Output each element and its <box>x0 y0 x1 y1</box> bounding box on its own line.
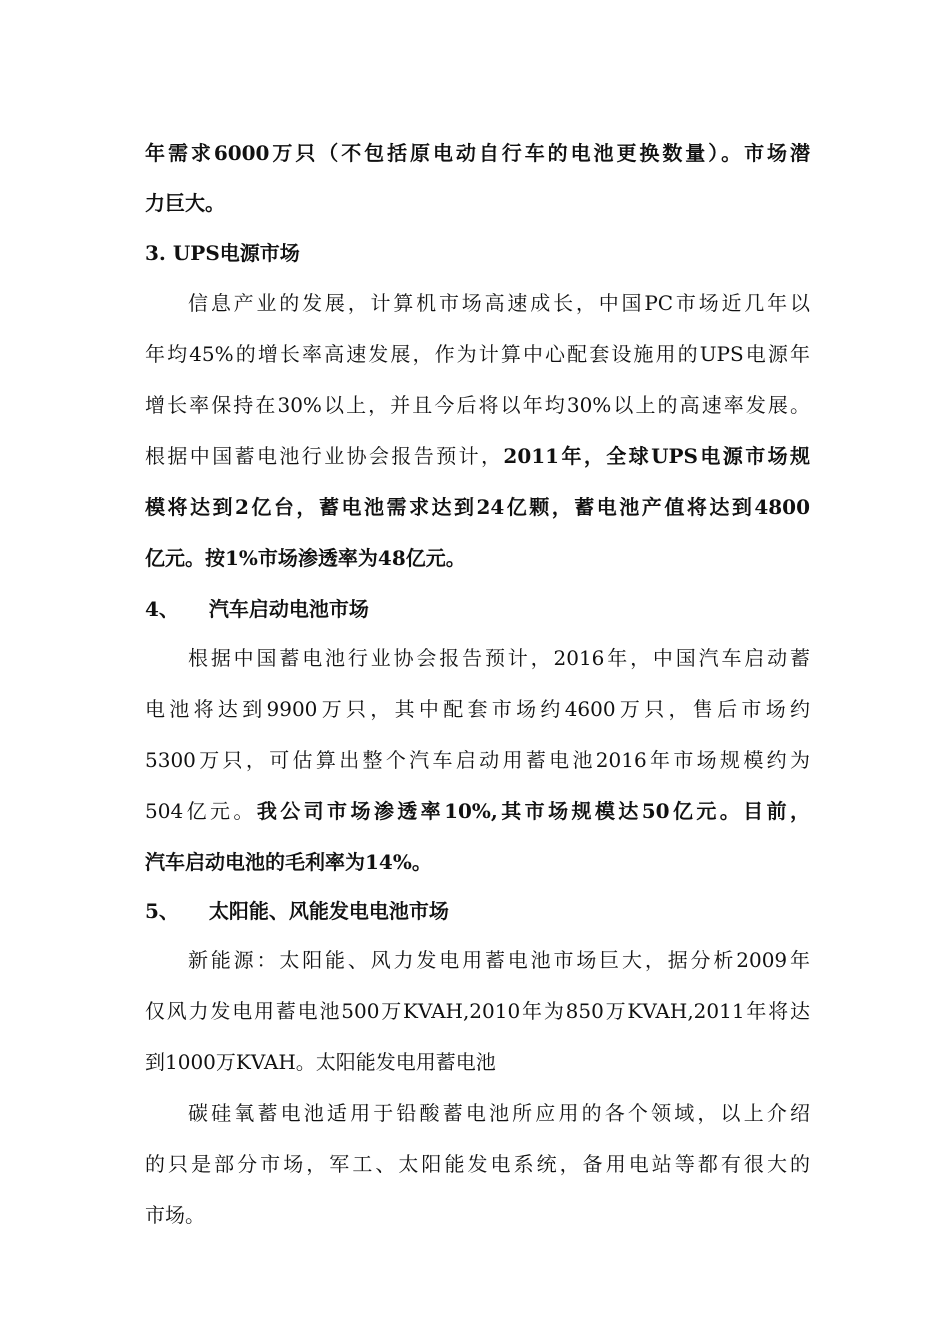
section-number: 5、 <box>145 899 179 923</box>
paragraph-line: 新能源：太阳能、风力发电用蓄电池市场巨大，据分析2009年 <box>188 948 810 972</box>
paragraph-line <box>145 443 810 469</box>
paragraph-text: 504亿元。 <box>145 799 257 823</box>
paragraph-line <box>145 798 810 824</box>
paragraph-line: 根据中国蓄电池行业协会报告预计，2016年，中国汽车启动蓄 <box>188 646 810 670</box>
section-heading-solar-wind <box>145 898 810 924</box>
paragraph-line: 的只是部分市场，军工、太阳能发电系统，备用电站等都有很大的 <box>145 1152 810 1176</box>
paragraph-line: 年均45%的增长率高速发展，作为计算中心配套设施用的UPS电源年 <box>145 342 810 366</box>
paragraph-line: 仅风力发电用蓄电池500万KVAH,2010年为850万KVAH,2011年将达 <box>145 999 810 1023</box>
paragraph-text: 根据中国蓄电池行业协会报告预计， <box>145 444 504 468</box>
paragraph-line: 碳硅氧蓄电池适用于铅酸蓄电池所应用的各个领域，以上介绍 <box>188 1101 810 1125</box>
section-title: 汽车启动电池市场 <box>208 597 369 621</box>
paragraph-line: 电池将达到9900万只，其中配套市场约4600万只，售后市场约 <box>145 697 810 721</box>
paragraph-text-bold: 我公司市场渗透率10%,其市场规模达50亿元。目前， <box>256 799 810 823</box>
paragraph-line: 增长率保持在30%以上，并且今后将以年均30%以上的高速率发展。 <box>145 393 810 417</box>
paragraph-line: 汽车启动电池的毛利率为14%。 <box>145 850 432 874</box>
section-title: 太阳能、风能发电电池市场 <box>208 899 449 923</box>
section-number: 4、 <box>145 597 179 621</box>
section-heading-ups: 3. UPS电源市场 <box>145 241 300 265</box>
paragraph-line: 到1000万KVAH。太阳能发电用蓄电池 <box>145 1050 496 1074</box>
paragraph-line: 5300万只，可估算出整个汽车启动用蓄电池2016年市场规模约为 <box>145 748 810 772</box>
paragraph-line: 年需求6000万只（不包括原电动自行车的电池更换数量）。市场潜 <box>145 141 810 165</box>
paragraph-line: 力巨大。 <box>145 191 225 215</box>
paragraph-line: 信息产业的发展，计算机市场高速成长，中国PC市场近几年以 <box>188 291 810 315</box>
paragraph-line: 模将达到2亿台，蓄电池需求达到24亿颗，蓄电池产值将达到4800 <box>145 495 810 519</box>
section-heading-auto <box>145 596 810 622</box>
paragraph-line: 市场。 <box>145 1203 205 1227</box>
paragraph-text-bold: 2011年，全球UPS电源市场规 <box>503 444 810 468</box>
paragraph-line: 亿元。按1%市场渗透率为48亿元。 <box>145 546 466 570</box>
